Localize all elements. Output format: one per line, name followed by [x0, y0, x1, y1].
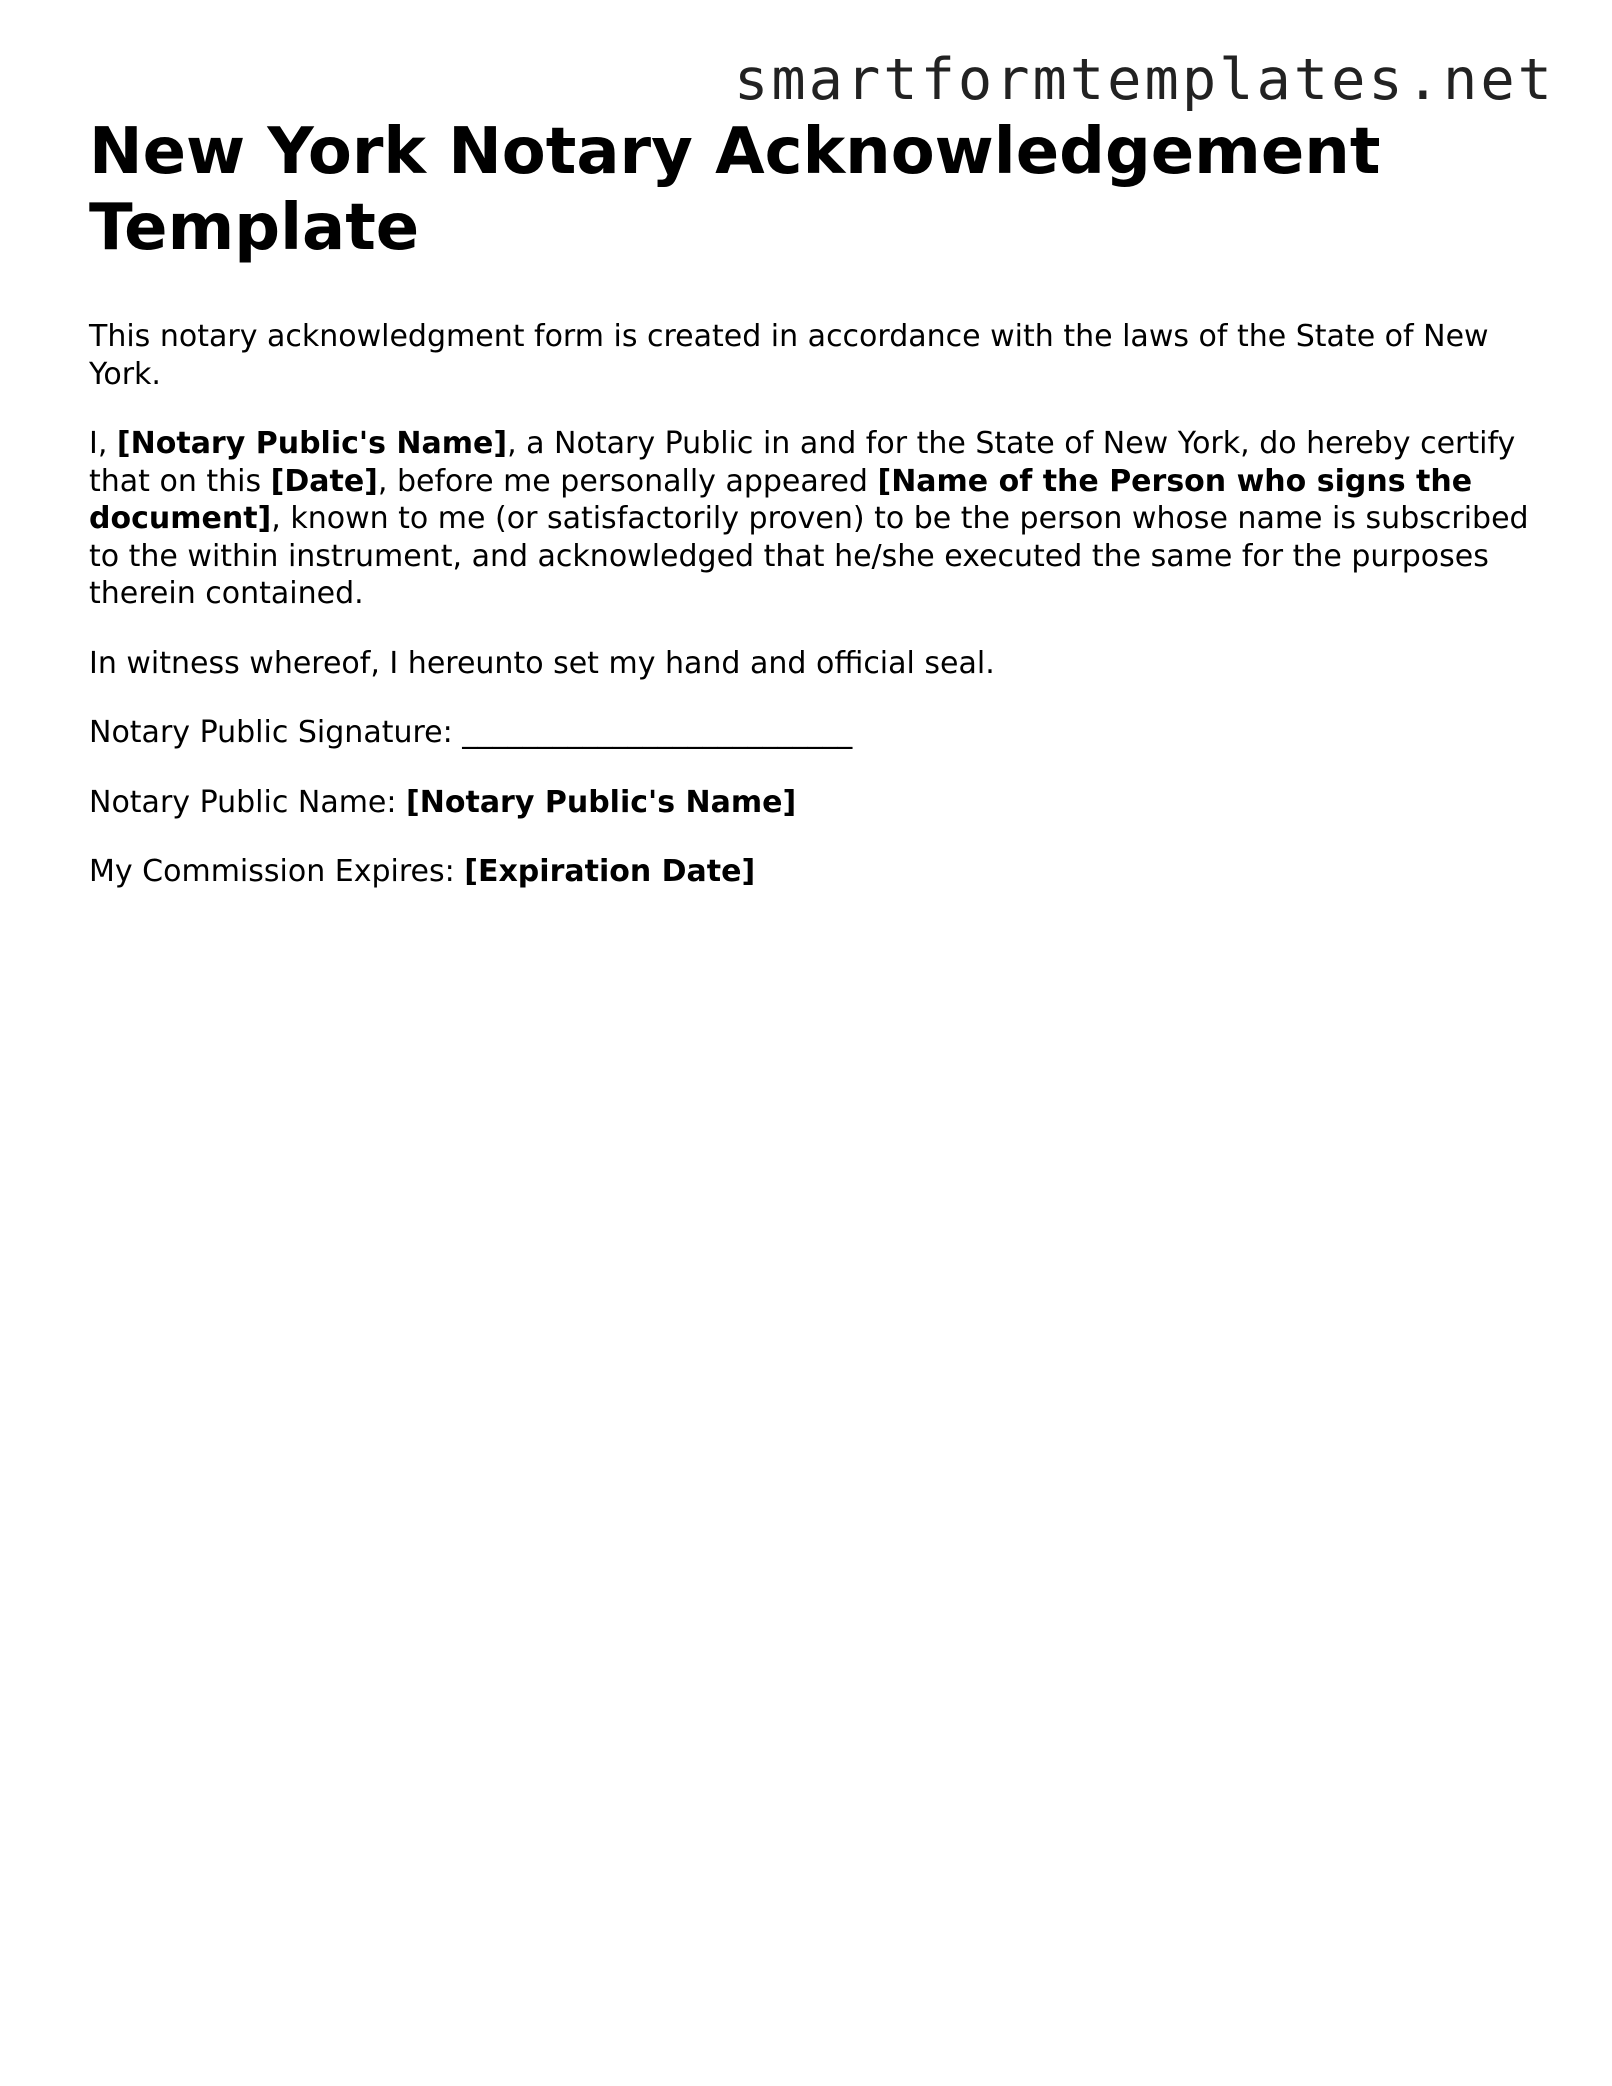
document-title: New York Notary Acknowledgement Template	[89, 115, 1381, 265]
expiration-date-value[interactable]: [Expiration Date]	[464, 854, 756, 889]
intro-paragraph: This notary acknowledgment form is created in accordance with the laws of the State of New York.	[89, 319, 1489, 392]
cert-text-1: , a Notary Public in and for the State of New York, do hereby certify that on this	[89, 426, 1516, 499]
commission-expires-label: My Commission Expires:	[89, 854, 465, 889]
cert-prefix: I,	[89, 426, 117, 461]
cert-text-3: , known to me (or satisfactorily proven) to be the person whose name is subscribed to the within instrument, and acknowledged that he/she executed the same for the purposes therein contained.	[89, 501, 1529, 611]
commission-expires-row	[89, 853, 1529, 891]
signer-name-placeholder: [Name of the Person who signs the document]	[89, 463, 1473, 536]
document-page	[89, 114, 1529, 891]
certification-paragraph	[89, 425, 1529, 613]
signature-row	[89, 714, 1529, 752]
signature-label: Notary Public Signature:	[89, 715, 463, 750]
notary-name-label: Notary Public Name:	[89, 784, 407, 820]
notary-name-row	[89, 784, 1529, 822]
signature-line[interactable]: __________________________	[462, 715, 853, 750]
date-placeholder: [Date]	[270, 463, 378, 499]
cert-text-2: , before me personally appeared	[377, 463, 878, 499]
notary-name-value[interactable]: [Notary Public's Name]	[406, 784, 797, 820]
notary-name-placeholder: [Notary Public's Name]	[116, 426, 508, 461]
witness-statement: In witness whereof, I hereunto set my hand and official seal.	[89, 645, 995, 681]
watermark: smartformtemplates.net	[734, 47, 1555, 113]
